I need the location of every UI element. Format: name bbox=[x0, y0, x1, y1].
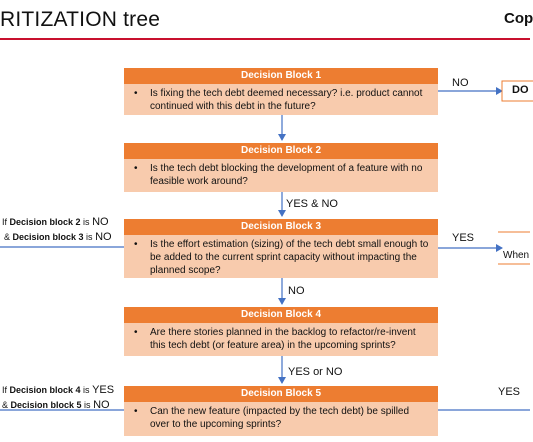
edge-label-b1-no: NO bbox=[452, 77, 469, 89]
edge-label-b2-b3: YES & NO bbox=[286, 198, 338, 210]
decision-block-2-body bbox=[124, 159, 438, 192]
bullet: • bbox=[134, 163, 138, 174]
decision-block-5-header: Decision Block 5 bbox=[124, 386, 438, 402]
decision-block-3-text: Is the effort estimation (sizing) of the tech debt small enough to be added to the current sprint capacity without impacting the planned scope? bbox=[150, 239, 429, 276]
decision-block-5-text: Can the new feature (impacted by the tech debt) be spilled over to the upcoming sprints? bbox=[150, 406, 410, 430]
decision-block-1-body bbox=[124, 84, 438, 115]
header-right-text: Cop bbox=[504, 10, 533, 27]
decision-block-1-text: Is fixing the tech debt deemed necessary? i.e. product cannot continued with this debt in the future? bbox=[150, 88, 423, 112]
side-note-1-line-1: If Decision block 2 is NO bbox=[2, 216, 109, 228]
page-title: RITIZATION tree bbox=[0, 8, 161, 31]
edge-label-b3-yes: YES bbox=[452, 232, 475, 244]
bullet: • bbox=[134, 88, 138, 99]
decision-block-4-text: Are there stories planned in the backlog to refactor/re-invent this tech debt (or feature area) in the upcoming sprints? bbox=[150, 327, 416, 351]
decision-block-4-header: Decision Block 4 bbox=[124, 307, 438, 323]
decision-block-3-body bbox=[124, 235, 438, 278]
edge-label-b5-yes: YES bbox=[498, 386, 521, 398]
bullet: • bbox=[134, 327, 138, 338]
decision-block-5-body bbox=[124, 402, 438, 436]
side-note-1-line-2: & Decision block 3 is NO bbox=[4, 231, 112, 243]
side-note-2-line-2: & Decision block 5 is NO bbox=[2, 399, 110, 411]
decision-block-2-header: Decision Block 2 bbox=[124, 143, 438, 159]
side-note-2-line-1: If Decision block 4 is YES bbox=[2, 384, 115, 396]
bullet: • bbox=[134, 406, 138, 417]
decision-block-4-body bbox=[124, 323, 438, 356]
edge-label-b3-b4: NO bbox=[288, 285, 305, 297]
decision-block-1-header: Decision Block 1 bbox=[124, 68, 438, 84]
decision-block-2-text: Is the tech debt blocking the development of a feature with no feasible work around? bbox=[150, 163, 423, 187]
right-box-middle-text: When bbox=[503, 250, 530, 261]
edge-label-b4-b5: YES or NO bbox=[288, 366, 343, 378]
bullet: • bbox=[134, 239, 138, 250]
right-box-top-text: DO bbox=[512, 84, 529, 96]
decision-block-3-header: Decision Block 3 bbox=[124, 219, 438, 235]
